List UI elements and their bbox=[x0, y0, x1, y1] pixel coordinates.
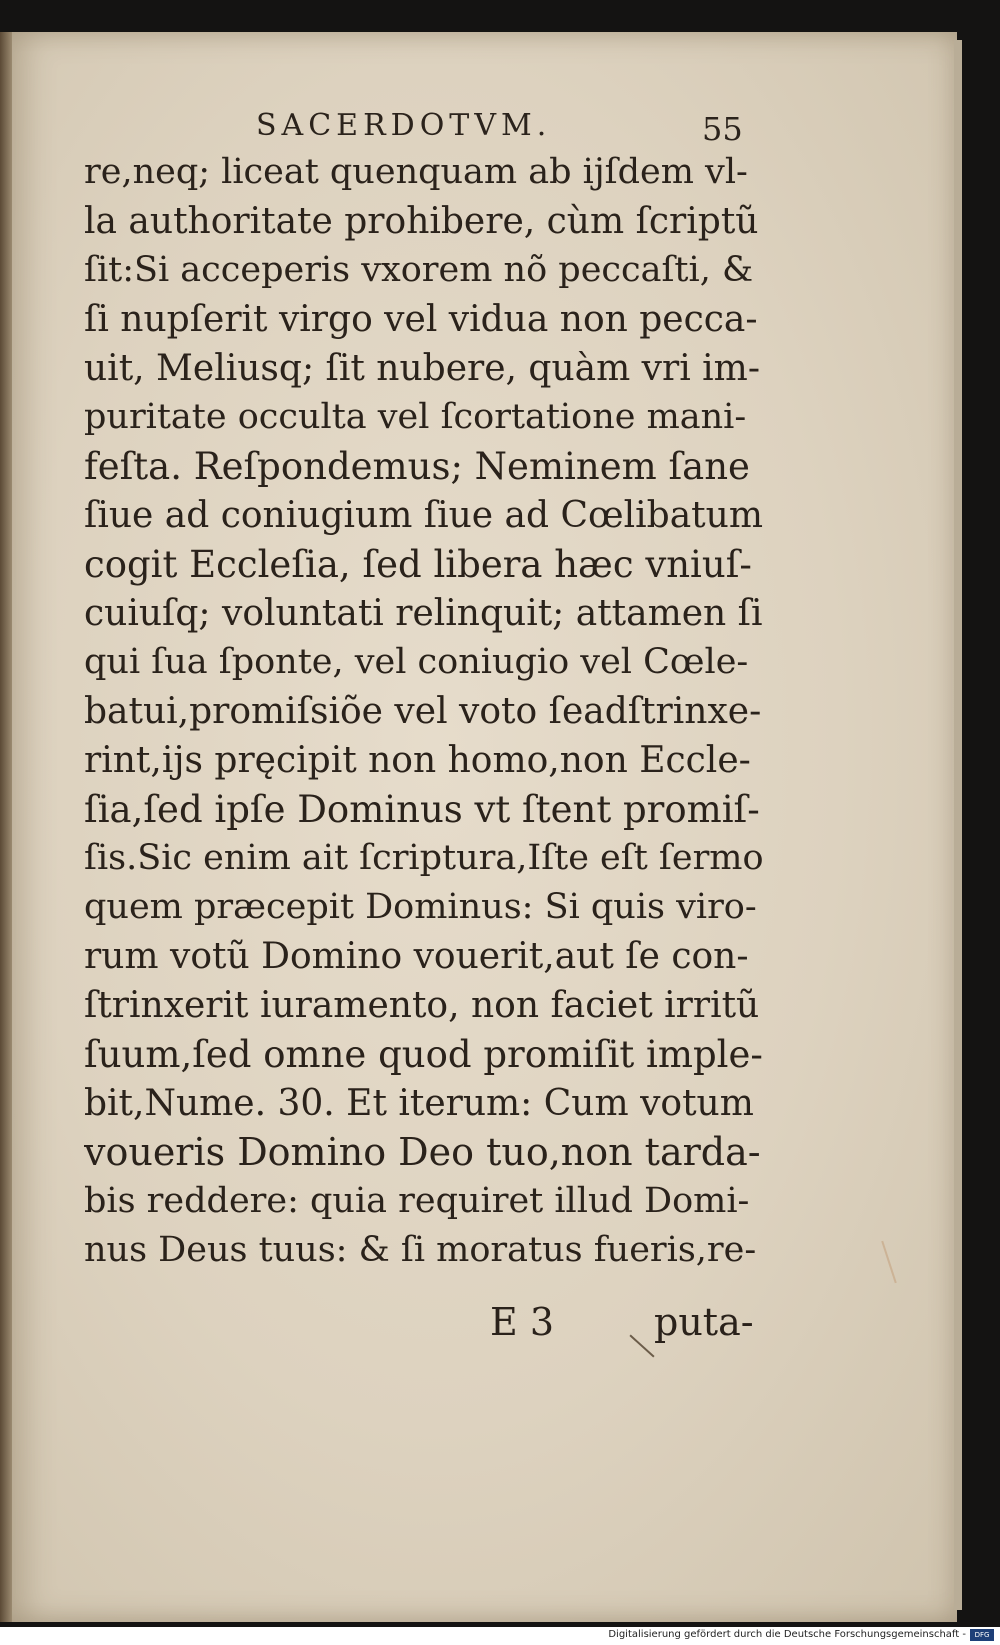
text-line: cogit Eccleſia, ſed libera hæc vniuſ- bbox=[84, 543, 752, 586]
text-line: ſit:Si acceperis vxorem nõ peccaſti, & bbox=[84, 250, 754, 290]
text-line: batui,promiſsiõe vel voto ſeadſtrinxe- bbox=[84, 691, 762, 732]
text-line: ſia,ſed ipſe Dominus vt ſtent promiſ- bbox=[84, 788, 760, 831]
text-block bbox=[84, 148, 764, 1275]
page-number: 55 bbox=[702, 110, 743, 148]
signature-mark: E 3 bbox=[490, 1300, 554, 1344]
text-line: qui ſua ſponte, vel coniugio vel Cœle- bbox=[84, 642, 749, 682]
text-line: cuiuſq; voluntati relinquit; attamen ſi bbox=[84, 593, 763, 634]
catchword: puta- bbox=[654, 1300, 754, 1344]
text-line: feſta. Reſpondemus; Neminem ſane bbox=[84, 445, 750, 488]
text-line: voueris Domino Deo tuo,non tarda- bbox=[84, 1130, 761, 1174]
text-line: rum votũ Domino vouerit,aut ſe con- bbox=[84, 936, 749, 977]
text-line: ſtrinxerit iuramento, non faciet irritũ bbox=[84, 985, 760, 1026]
text-line: ſiue ad coniugium ſiue ad Cœlibatum bbox=[84, 495, 763, 536]
book-binding bbox=[0, 32, 12, 1622]
text-line: bis reddere: quia requiret illud Domi- bbox=[84, 1181, 750, 1221]
text-line: uit, Meliusq; ſit nubere, quàm vri im- bbox=[84, 348, 760, 389]
text-line: re,neq; liceat quenquam ab ijſdem vl- bbox=[84, 152, 748, 192]
text-line: la authoritate prohibere, cùm ſcriptũ bbox=[84, 201, 759, 242]
dfg-logo: DFG bbox=[970, 1629, 994, 1641]
footer-credit: Digitalisierung gefördert durch die Deutsche Forschungsgemeinschaft - bbox=[608, 1629, 966, 1640]
text-line: bit,Nume. 30. Et iterum: Cum votum bbox=[84, 1083, 754, 1124]
text-line: nus Deus tuus: & ſi moratus fueris,re- bbox=[84, 1230, 757, 1270]
text-line: ſuum,ſed omne quod promiſit imple- bbox=[84, 1033, 763, 1076]
text-line: ſi nupſerit virgo vel vidua non pecca- bbox=[84, 299, 758, 340]
text-line: ſis.Sic enim ait ſcriptura,Iſte eſt ſermo bbox=[84, 838, 764, 878]
text-line: puritate occulta vel ſcortatione mani- bbox=[84, 397, 747, 437]
page-edge bbox=[954, 40, 962, 1610]
text-line: rint,ijs pręcipit non homo,non Eccle- bbox=[84, 740, 751, 781]
text-line: quem præcepit Dominus: Si quis viro- bbox=[84, 887, 757, 927]
running-head: SACERDOTVM. bbox=[256, 108, 552, 143]
catchword-line bbox=[490, 1300, 754, 1350]
